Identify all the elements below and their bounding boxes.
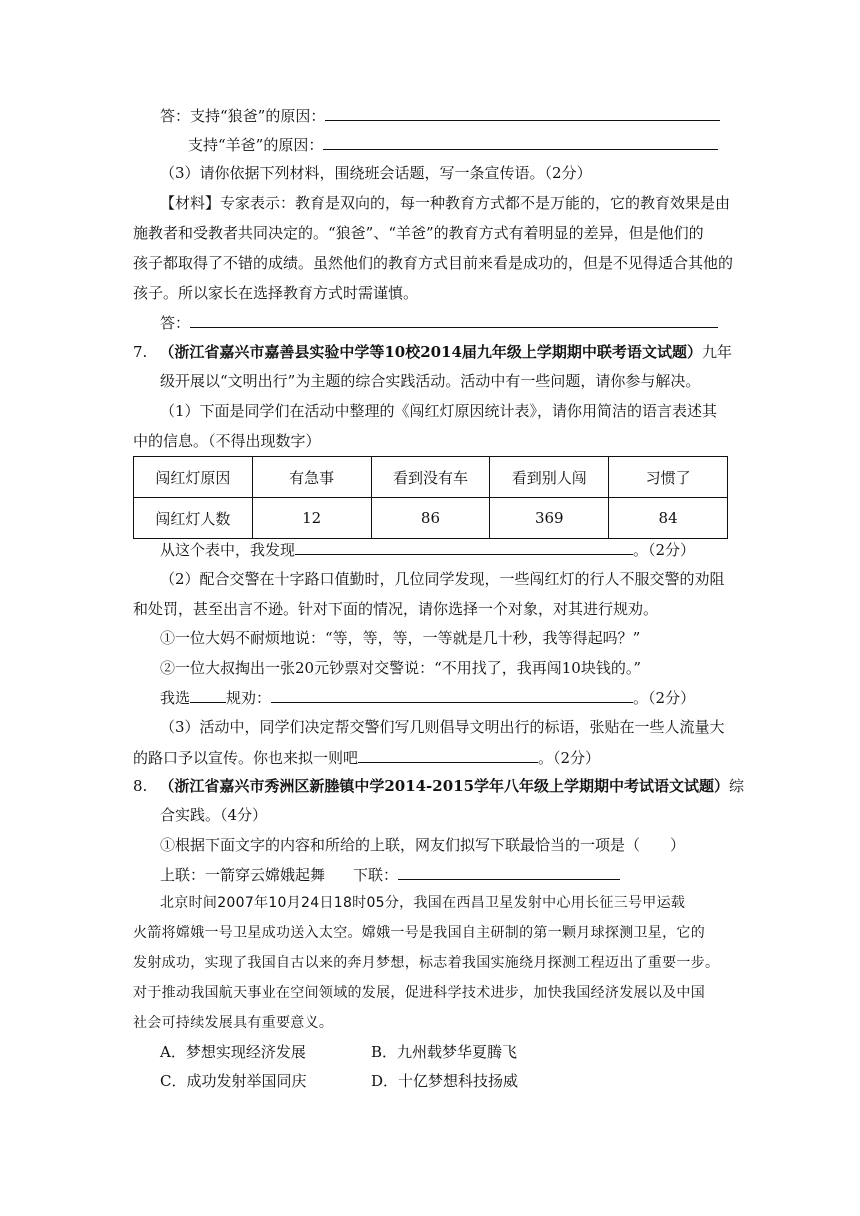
q8-heading [133, 775, 744, 797]
finding-label: 从这个表中，我发现 [160, 541, 296, 559]
q7-number: 7. [133, 343, 148, 361]
option-b[interactable]: B．九州载梦华夏腾飞 [371, 1043, 518, 1061]
q7-intro-tail: 九年 [701, 343, 732, 361]
q7-part3-tail: 。（2分） [538, 749, 601, 767]
table-header-cell: 习惯了 [609, 457, 728, 498]
finding-line [160, 538, 695, 561]
slogan-answer-label: 答： [160, 314, 191, 332]
answer-blank-yang[interactable] [323, 133, 718, 150]
case-1: ①一位大妈不耐烦地说：“等，等，等，一等就是几十秒，我等得起吗？” [160, 629, 641, 647]
answer-label-lang: 答：支持“狼爸”的原因： [160, 107, 326, 125]
couplet-lower-blank[interactable] [398, 863, 620, 880]
table-header-cell: 闯红灯原因 [134, 457, 253, 498]
q7-intro: 级开展以“文明出行”为主题的综合实践活动。活动中有一些问题，请你参与解决。 [160, 372, 701, 390]
finding-tail: 。（2分） [633, 541, 696, 559]
table-header-cell: 看到别人闯 [490, 457, 609, 498]
q7-part3-a: （3）活动中，同学们决定帮交警们写几则倡导文明出行的标语，张贴在一些人流量大 [160, 718, 725, 736]
option-d[interactable]: D．十亿梦想科技扬威 [371, 1072, 519, 1090]
material-line-2: 施教者和受教者共同决定的。“狼爸”、“羊爸”的教育方式有着明显的差异，但是他们的 [133, 224, 704, 242]
advise-blank[interactable] [271, 686, 633, 703]
answer-line-lang [160, 104, 720, 127]
q8-intro: 合实践。（4分） [160, 806, 268, 824]
couplet-lower-label: 下联： [353, 866, 399, 884]
q7-source: （浙江省嘉兴市嘉善县实验中学等10校2014届九年级上学期期中联考语文试题） [159, 343, 702, 361]
q7-part2-b: 和处罚，甚至出言不逊。针对下面的情况，请你选择一个对象，对其进行规劝。 [133, 600, 659, 618]
choose-label: 我选 [160, 689, 191, 707]
table-header-cell: 看到没有车 [371, 457, 490, 498]
slogan-answer-blank[interactable] [190, 311, 718, 328]
couplet-upper: 上联：一箭穿云嫦娥起舞 [160, 866, 326, 884]
option-a[interactable]: A．梦想实现经济发展 [160, 1043, 306, 1061]
table-row [134, 498, 728, 539]
passage-line-2: 火箭将嫦娥一号卫星成功送入太空。嫦娥一号是我国自主研制的第一颗月球探测卫星，它的 [133, 925, 705, 941]
q8-task: ①根据下面文字的内容和所给的上联，网友们拟写下联最恰当的一项是（ ） [160, 836, 686, 854]
q8-number: 8. [133, 777, 148, 795]
advise-label: 规劝： [226, 689, 272, 707]
material-line-3: 孩子都取得了不错的成绩。虽然他们的教育方式目前来看是成功的，但是不见得适合其他的 [133, 254, 734, 272]
table-cell: 84 [609, 498, 728, 539]
red-light-stats-table [133, 456, 728, 539]
q7-part1-a: （1）下面是同学们在活动中整理的《闯红灯原因统计表》，请你用简洁的语言表述其 [160, 402, 718, 420]
passage-line-3: 发射成功，实现了我国自古以来的奔月梦想，标志着我国实施绕月探测工程迈出了重要一步。 [133, 955, 720, 971]
passage-line-5: 社会可持续发展具有重要意义。 [133, 1015, 334, 1031]
passage-line-4: 对于推动我国航天事业在空间领域的发展，促进科学技术进步，加快我国经济发展以及中国 [133, 985, 705, 1001]
answer-label-yang: 支持“羊爸”的原因： [188, 136, 324, 154]
q7-part3-b: 的路口予以宣传。你也来拟一则吧 [133, 749, 359, 767]
passage-line-1: 北京时间2007年10月24日18时05分，我国在西昌卫星发射中心用长征三号甲运载 [160, 895, 686, 911]
q8-source: （浙江省嘉兴市秀洲区新塍镇中学2014-2015学年八年级上学期期中考试语文试题） [159, 777, 730, 795]
q8-intro-tail: 综 [729, 777, 745, 795]
answer-blank-lang[interactable] [325, 104, 720, 121]
q7-part2-a: （2）配合交警在十字路口值勤时，几位同学发现，一些闯红灯的行人不服交警的劝阻 [160, 570, 725, 588]
table-header-cell: 有急事 [252, 457, 371, 498]
choose-blank[interactable] [190, 686, 226, 703]
slogan-blank[interactable] [358, 746, 538, 763]
q7-part1-b: 中的信息。（不得出现数字） [133, 432, 321, 450]
answer-line-yang [188, 133, 718, 156]
advise-tail: 。（2分） [633, 689, 696, 707]
option-c[interactable]: C．成功发射举国同庆 [160, 1072, 307, 1090]
table-header-row [134, 457, 728, 498]
finding-blank[interactable] [295, 538, 633, 555]
q7-part3-b-line [133, 746, 600, 769]
table-cell: 86 [371, 498, 490, 539]
q7-heading [133, 341, 732, 363]
material-line-1: 【材料】专家表示：教育是双向的，每一种教育方式都不是万能的，它的教育效果是由 [160, 194, 731, 212]
q6-part3-prompt: （3）请你依据下列材料，围绕班会话题，写一条宣传语。（2分） [160, 164, 592, 182]
advise-line [160, 686, 695, 709]
material-line-4: 孩子。所以家长在选择教育方式时需谨慎。 [133, 284, 419, 302]
slogan-answer-line [160, 311, 718, 334]
table-cell: 369 [490, 498, 609, 539]
case-2: ②一位大叔掏出一张20元钞票对交警说：“不用找了，我再闯10块钱的。” [160, 659, 642, 677]
couplet-line [160, 863, 620, 886]
table-cell: 闯红灯人数 [134, 498, 253, 539]
table-cell: 12 [252, 498, 371, 539]
